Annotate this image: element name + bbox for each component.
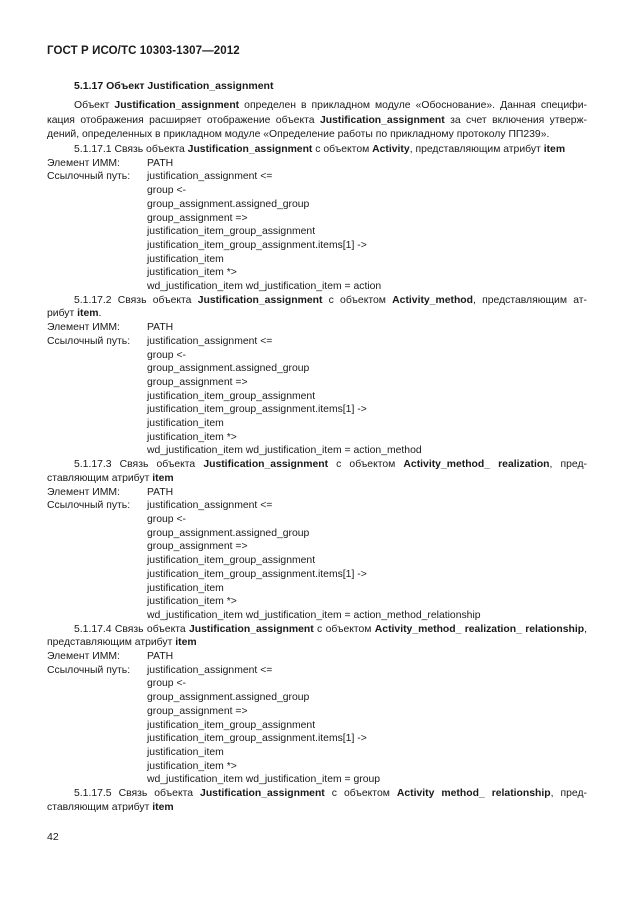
- path-lines: [47, 349, 587, 459]
- mapping-block-5: [47, 787, 587, 814]
- clause-heading: 5.1.17.2 Связь объекта Justification_assignment с объектом Activity_method, представляющим ат-рибут item.: [47, 294, 587, 320]
- clause-target: Activity_method_ realization: [403, 459, 550, 471]
- section-title: 5.1.17 Объект Justification_assignment: [74, 80, 274, 92]
- path-line: group_assignment.assigned_group: [147, 527, 310, 539]
- element-label: Элемент ИММ:: [47, 157, 120, 169]
- clause-text: с объектом: [324, 788, 397, 800]
- path-label: Ссылочный путь:: [47, 335, 131, 347]
- mapping-block-1: [47, 143, 587, 294]
- page-number: 42: [47, 831, 59, 843]
- path-label: Ссылочный путь:: [47, 500, 131, 512]
- clause-target: Activity_method: [392, 294, 473, 306]
- path-line: group_assignment =>: [147, 376, 248, 388]
- clause-text: , представляющим атрибут: [409, 144, 544, 155]
- path-line: justification_assignment <=: [147, 500, 273, 512]
- intro-object-1: Justification_assignment: [114, 100, 240, 111]
- clause-attribute: item: [152, 801, 174, 813]
- clause-attribute: item: [77, 308, 99, 320]
- path-line: group_assignment.assigned_group: [147, 692, 310, 704]
- path-line: justification_item_group_assignment: [147, 226, 316, 238]
- element-value: PATH: [147, 157, 174, 169]
- path-line: group_assignment =>: [147, 541, 248, 553]
- path-line: justification_item_group_assignment.items[1] ->: [147, 733, 367, 745]
- clause-object: Justification_assignment: [189, 623, 314, 635]
- element-label: Элемент ИММ:: [47, 651, 120, 663]
- clause-text: , пред-ставляющим атрибут: [47, 788, 587, 813]
- element-label: Элемент ИММ:: [47, 322, 120, 334]
- path-line: justification_item: [147, 582, 224, 594]
- path-line: wd_justification_item wd_justification_item = action_method: [147, 445, 422, 457]
- path-row: [47, 499, 587, 513]
- path-line: wd_justification_item wd_justification_item = action: [147, 281, 382, 293]
- clause-number: 5.1.17.1 Связь объекта: [74, 144, 188, 155]
- intro-text-2: определен в прикладном модуле «Обоснование». Данная специфи-кация отображения расширяет отображение объекта: [47, 100, 587, 126]
- path-line: justification_item_group_assignment.items[1] ->: [147, 404, 367, 416]
- element-label: Элемент ИММ:: [47, 486, 120, 498]
- path-row: [47, 170, 587, 184]
- path-label: Ссылочный путь:: [47, 664, 131, 676]
- mapping-block-3: [47, 458, 587, 622]
- path-line: justification_item_group_assignment.items[1] ->: [147, 568, 367, 580]
- path-line: justification_assignment <=: [147, 335, 273, 347]
- intro-text-1: Объект: [74, 100, 115, 111]
- path-line: group <-: [147, 678, 186, 690]
- path-row: [47, 335, 587, 349]
- path-line: group_assignment =>: [147, 705, 248, 717]
- element-row: [47, 486, 587, 500]
- clause-object: Justification_assignment: [200, 788, 325, 800]
- path-line: justification_item *>: [147, 431, 237, 443]
- clause-heading: [47, 458, 587, 485]
- clause-text: , представляющим ат-рибут: [47, 294, 587, 320]
- path-line: justification_item_group_assignment: [147, 719, 316, 731]
- element-row: [47, 650, 587, 664]
- clause-text: с объектом: [328, 459, 404, 471]
- clause-object: Justification_assignment: [203, 459, 329, 471]
- clause-text: с объектом: [322, 294, 393, 306]
- path-line: justification_item *>: [147, 760, 237, 772]
- mapping-blocks: [47, 143, 587, 814]
- clause-heading: [47, 143, 587, 157]
- path-line: group_assignment.assigned_group: [147, 198, 310, 210]
- path-line: justification_assignment <=: [147, 664, 273, 676]
- path-line: group <-: [147, 349, 186, 361]
- element-row: [47, 321, 587, 335]
- path-label: Ссылочный путь:: [47, 171, 131, 183]
- path-line: group_assignment.assigned_group: [147, 363, 310, 375]
- clause-text: , пред-ставляющим атрибут: [47, 459, 587, 484]
- path-line: group <-: [147, 185, 186, 197]
- clause-text: с объектом: [313, 623, 375, 635]
- element-value: PATH: [147, 651, 174, 663]
- path-line: wd_justification_item wd_justification_item = action_method_relationship: [147, 609, 481, 621]
- element-row: [47, 157, 587, 171]
- clause-object: Justification_assignment: [197, 294, 323, 306]
- path-lines: [47, 677, 587, 787]
- clause-attribute: item: [152, 472, 174, 484]
- intro-object-2: Justification_assignment: [319, 114, 445, 126]
- path-line: group_assignment =>: [147, 212, 248, 224]
- intro-paragraph: [47, 99, 587, 143]
- path-line: justification_item_group_assignment: [147, 555, 316, 567]
- clause-target: Activity: [372, 144, 410, 155]
- clause-number: 5.1.17.5 Связь объекта: [74, 788, 201, 800]
- clause-attribute: item: [175, 637, 197, 649]
- path-lines: [47, 184, 587, 294]
- path-line: justification_assignment <=: [147, 171, 273, 183]
- path-line: justification_item *>: [147, 596, 237, 608]
- path-line: justification_item_group_assignment: [147, 390, 316, 402]
- clause-number: 5.1.17.3 Связь объекта: [74, 459, 204, 471]
- clause-target: Activity method_ relationship: [396, 788, 551, 800]
- path-line: justification_item_group_assignment.items[1] ->: [147, 239, 367, 251]
- path-row: [47, 664, 587, 678]
- path-line: justification_item: [147, 418, 224, 430]
- mapping-block-4: [47, 623, 587, 787]
- mapping-block-2: [47, 294, 587, 458]
- clause-heading: [47, 623, 587, 650]
- path-line: group <-: [147, 513, 186, 525]
- clause-attribute: item: [543, 144, 566, 155]
- element-value: PATH: [147, 486, 174, 498]
- clause-target: Activity_method_ realization_ relationship: [374, 623, 585, 635]
- path-line: justification_item: [147, 253, 224, 265]
- clause-heading: [47, 787, 587, 814]
- path-line: justification_item: [147, 746, 224, 758]
- clause-text: , представляющим атрибут: [47, 623, 587, 649]
- intro-text-3: за счет включения утверж-дений, определенных в прикладном модуле «Определение работы по прикладному протоколу ПП239».: [47, 114, 587, 141]
- clause-number: 5.1.17.4 Связь объекта: [74, 623, 189, 635]
- path-lines: [47, 513, 587, 623]
- clause-number: 5.1.17.2 Связь объекта: [74, 294, 198, 306]
- path-line: wd_justification_item wd_justification_item = group: [147, 774, 381, 786]
- clause-text: с объектом: [312, 144, 373, 155]
- clause-object: Justification_assignment: [187, 144, 313, 155]
- document-header: ГОСТ Р ИСО/ТС 10303-1307—2012: [47, 45, 240, 57]
- path-line: justification_item *>: [147, 267, 237, 279]
- element-value: PATH: [147, 322, 174, 334]
